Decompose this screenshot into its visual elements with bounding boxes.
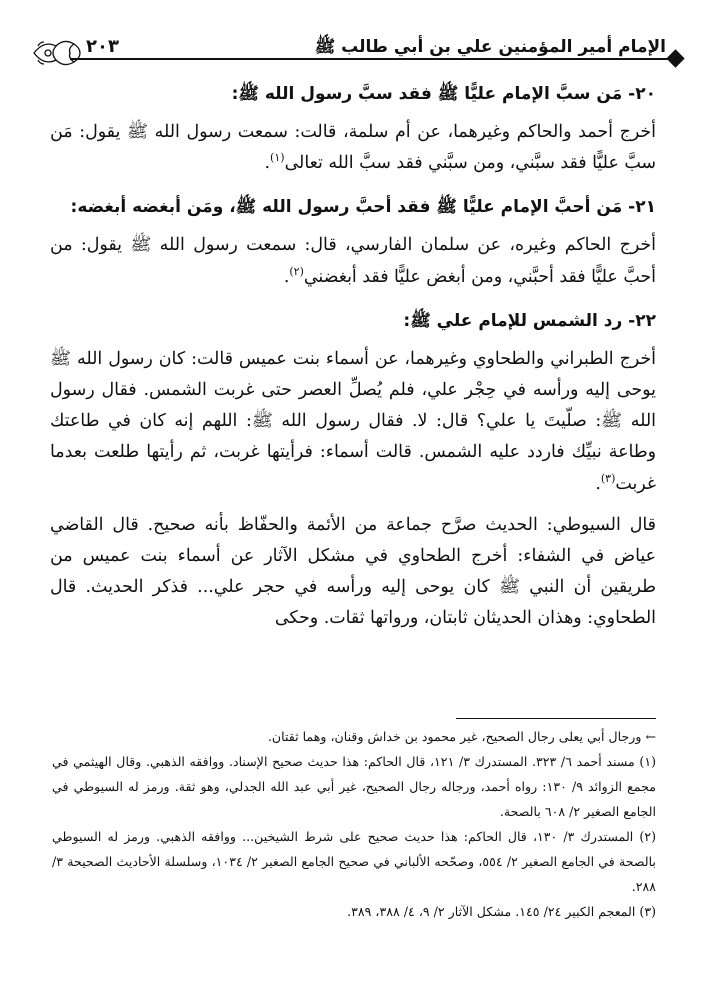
footnote: (٣) المعجم الكبير ٢٤/ ١٤٥. مشكل الآثار ٢/ ٩، ٤/ ٣٨٨، ٣٨٩. [347,904,656,919]
footnote-rule [456,718,656,719]
page-body [50,76,656,645]
footnote: (٢) المستدرك ٣/ ١٣٠، قال الحاكم: هذا حديث صحيح على شرط الشيخين... ووافقه الذهبي. ورمز له السيوطي بالصحة في الجامع الصغير ٢/ ٥٥٤، وصحّحه الألباني في صحيح الجامع الصغير ٢/ ١٠٣٤، وسلسلة الأحاديث الصحيحة ٣/ ٢٨٨. [52,829,656,894]
closing-paragraph: قال السيوطي: الحديث صرَّح جماعة من الأئمة والحفّاظ بأنه صحيح. قال القاضي عياض في الشفاء: أخرج الطحاوي في مشكل الآثار عن أسماء بنت عميس من طريقين أن النبي ﷺ كان يوحى إليه ورأسه في حجر علي... فذكر الحديث. قال الطحاوي: وهذان الحديثان ثابتان، ورواتها ثقات. وحكى [50,514,656,629]
footnote-ref: (٣) [600,471,616,485]
footnote: (١) مسند أحمد ٦/ ٣٢٣. المستدرك ٣/ ١٢١، قال الحاكم: هذا حديث صحيح الإسناد. ووافقه الذهبي. وقال الهيثمي في مجمع الزوائد ٩/ ١٣٠: رواه أحمد، ورجاله رجال الصحيح، غير أبي عبد الله الجدلي، وهو ثقة. ورمز له السيوطي في الجامع الصغير ٢/ ٦٠٨ بالصحة. [52,754,657,819]
running-header [30,26,682,66]
page-number: ٢٠٣ [86,36,119,57]
floral-ornament-icon [30,34,82,72]
section-paragraph: أخرج الطبراني والطحاوي وغيرهما، عن أسماء بنت عميس قالت: كان رسول الله ﷺ يوحى إليه ورأسه في حِجْر علي، فلم يُصلِّ العصر حتى غربت الشمس. فقال رسول الله ﷺ: صلّيتَ يا علي؟ قال: لا. فقال رسول الله ﷺ: اللهم إنه كان في طاعتك وطاعة نبيِّك فاردد عليه الشمس. قالت أسماء: فرأيتها غربت، ثم رأيتها طلعت بعدما غربت$^{(٣)}$. [50,348,656,494]
section-heading: ٢٠- مَن سبَّ الإمام عليًّا ﷺ فقد سبَّ رسول الله ﷺ: [231,84,656,104]
running-title: الإمام أمير المؤمنين علي بن أبي طالب ﷺ [314,37,666,57]
header-diamond-icon [666,49,684,67]
footnote-ref: (٢) [289,264,304,278]
section-paragraph: أخرج أحمد والحاكم وغيرهما، عن أم سلمة، قالت: سمعت رسول الله ﷺ يقول: مَن سبَّ عليًّا فقد سبَّني، ومن سبَّني فقد سبَّ الله تعالى$^{(١)}$. [50,122,656,174]
section-heading: ٢١- مَن أحبَّ الإمام عليًّا ﷺ فقد أحبَّ رسول الله ﷺ، ومَن أبغضه أبغضه: [70,197,656,218]
section-paragraph: أخرج الحاكم وغيره، عن سلمان الفارسي، قال: سمعت رسول الله ﷺ يقول: من أحبَّ عليًّا فقد أحبَّني، ومن أبغض عليًّا فقد أبغضني$^{(٢)}$. [50,235,656,287]
footnote: ← ورجال أبي يعلى رجال الصحيح، غير محمود بن خداش وقنان، وهما ثقتان. [267,729,656,744]
footnotes [52,724,656,924]
footnote-ref: (١) [270,151,285,165]
section-heading: ٢٢- رد الشمس للإمام علي ﷺ: [403,310,656,331]
